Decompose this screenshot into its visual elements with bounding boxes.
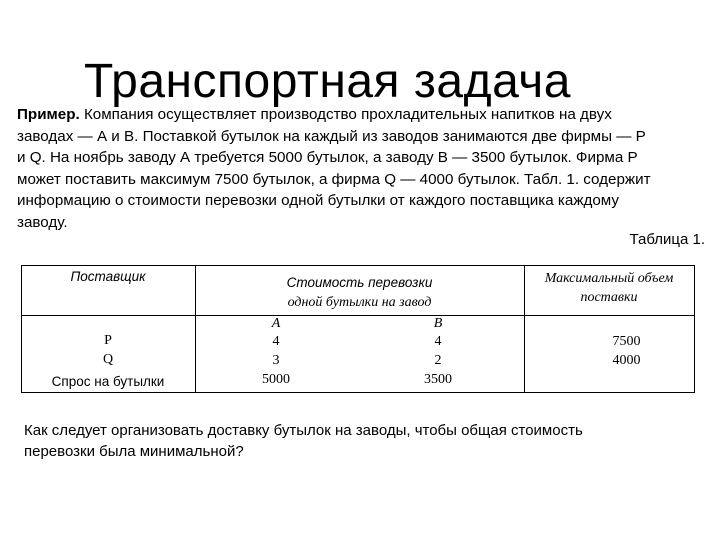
question-text bbox=[24, 420, 684, 462]
max-q: 4000 bbox=[612, 353, 641, 368]
problem-line-5: информацию о стоимости перевозки одной бутылки от каждого поставщика каждому bbox=[17, 192, 619, 209]
table-border-bottom bbox=[21, 392, 695, 393]
cost-table bbox=[21, 265, 695, 393]
example-label: Пример. bbox=[17, 106, 80, 123]
problem-line-1: Пример. Компания осуществляет производство прохладительных напитков на двух bbox=[17, 106, 612, 123]
cost-q-a: 3 bbox=[272, 353, 280, 368]
cost-p-b: 4 bbox=[434, 334, 442, 349]
problem-line-4: может поставить максимум 7500 бутылок, а фирма Q — 4000 бутылок. Табл. 1. содержит bbox=[17, 170, 651, 188]
table-caption: Таблица 1. bbox=[629, 231, 705, 248]
cost-header-line-1: Стоимость перевозки bbox=[286, 275, 433, 290]
supplier-q: Q bbox=[102, 352, 114, 367]
problem-line-3: и Q. На ноябрь заводу А требуется 5000 бутылок, а заводу В — 3500 бутылок. Фирма Р bbox=[17, 149, 638, 166]
plant-a-header: А bbox=[271, 316, 281, 331]
table-border-right bbox=[694, 265, 695, 393]
plant-b-header: В bbox=[433, 316, 443, 331]
supplier-header: Поставщик bbox=[70, 269, 146, 284]
cost-header-line-2: одной бутылки на завод bbox=[287, 295, 432, 310]
problem-line-6: заводу. bbox=[17, 213, 68, 231]
demand-label: Спрос на бутылки bbox=[51, 374, 165, 389]
problem-line-2: заводах — А и В. Поставкой бутылок на каждый из заводов занимаются две фирмы — Р bbox=[17, 127, 646, 145]
question-line-2: перевозки была минимальной? bbox=[24, 443, 244, 460]
slide-title: Транспортная задача bbox=[84, 55, 571, 109]
demand-b: 3500 bbox=[424, 372, 452, 387]
max-p: 7500 bbox=[612, 334, 641, 349]
max-header-line-2: поставки bbox=[580, 290, 638, 305]
supplier-p: Р bbox=[104, 333, 112, 348]
header-row-divider bbox=[21, 315, 695, 316]
demand-a: 5000 bbox=[262, 372, 290, 387]
question-line-1: Как следует организовать доставку бутылок на заводы, чтобы общая стоимость bbox=[24, 422, 583, 439]
table-border-top bbox=[21, 265, 695, 266]
cost-q-b: 2 bbox=[434, 353, 442, 368]
cost-p-a: 4 bbox=[272, 334, 280, 349]
problem-statement bbox=[17, 104, 707, 233]
max-header-line-1: Максимальный объем bbox=[544, 271, 674, 286]
